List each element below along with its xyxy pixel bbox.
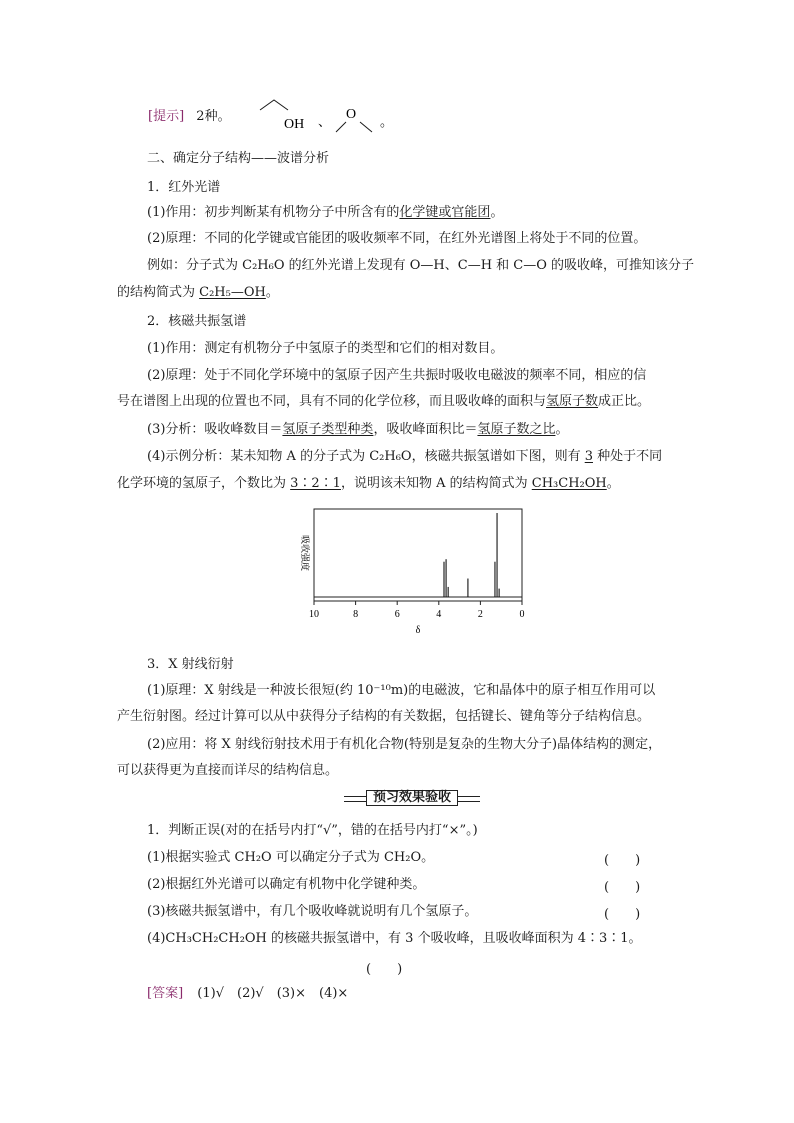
ether-right-bond [360, 122, 372, 132]
nmr-example2-mid: ，说明该未知物 A 的结构简式为 [340, 476, 532, 491]
answer-tag: [答案] [147, 986, 184, 1001]
xray-principle-l2: 产生衍射图。经过计算可以从中获得分子结构的有关数据，包括键长、键角等分子结构信息。 [117, 709, 651, 724]
quiz-item-2: (2)根据红外光谱可以确定有机物中化学键种类。 [147, 877, 426, 892]
x-ticks [309, 601, 525, 620]
quiz-item-1: (1)根据实验式 CH₂O 可以确定分子式为 CH₂O。 [147, 850, 435, 865]
nmr-principle-answer: 氢原子数 [546, 394, 599, 409]
x-tick-label: 4 [436, 609, 442, 620]
nmr-analysis-mid: ，吸收峰面积比＝ [373, 422, 478, 437]
xray-title: 3．X 射线衍射 [147, 657, 234, 672]
nmr-title: 2．核磁共振氢谱 [147, 314, 247, 329]
ir-role-answer: 化学键或官能团 [399, 205, 491, 220]
x-tick-label: 8 [353, 609, 359, 620]
ir-example-answer: C₂H₅—OH [199, 285, 266, 300]
answer-text: (1)√ (2)√ (3)× (4)× [197, 986, 349, 1001]
nmr-example-l2 [117, 475, 620, 493]
ir-role-text: (1)作用：初步判断某有机物分子中所含有的 [147, 205, 400, 220]
nmr-example-post: 种处于不同 [592, 449, 663, 464]
ethanol-bond-lines [260, 100, 288, 110]
nmr-role: (1)作用：测定有机物分子中氢原子的类型和它们的相对数目。 [147, 341, 504, 356]
nmr-principle-text: 号在谱图上出现的位置也不同，具有不同的化学位移，而且吸收峰的面积与 [117, 394, 547, 409]
y-axis-label: 吸收强度 [300, 535, 310, 572]
nmr-example-l1 [147, 448, 662, 466]
nmr-formula-answer: CH₃CH₂OH [531, 476, 607, 491]
ir-example-l1: 例如：分子式为 C₂H₆O 的红外光谱上发现有 O—H、C—H 和 C—O 的吸收峰，可推知该分子 [147, 258, 695, 273]
hint-structures [256, 96, 396, 136]
ir-role [147, 204, 503, 222]
ether-left-bond [336, 122, 346, 132]
chart-frame [314, 509, 522, 601]
nmr-example-text: (4)示例分析：某未知物 A 的分子式为 C₂H₆O，核磁共振氢谱如下图，则有 [147, 449, 585, 464]
hint-tag: [提示] [148, 109, 185, 124]
nmr-principle-l2 [117, 393, 650, 411]
x-tick-label: 10 [309, 609, 319, 620]
quiz-item-3: (3)核磁共振氢谱中，有几个吸收峰就说明有几个氢原子。 [147, 904, 478, 919]
nmr-analysis-end: 。 [555, 422, 569, 437]
xray-app-l1: (2)应用：将 X 射线衍射技术用于有机化合物(特别是复杂的生物大分子)晶体结构的测定， [147, 737, 662, 752]
nmr-example2-text: 化学环境的氢原子，个数比为 [117, 476, 291, 491]
nmr-principle-end: 成正比。 [598, 394, 651, 409]
ir-role-end: 。 [490, 205, 504, 220]
x-tick-label: 2 [477, 609, 483, 620]
nmr-spectrum-chart [288, 505, 538, 640]
answer-blank-1[interactable]: ( ) [604, 853, 641, 868]
peaks [444, 513, 499, 597]
nmr-ratio-answer: 3∶2∶1 [290, 476, 341, 491]
nmr-example-answer: 3 [584, 449, 593, 464]
section-title: 二、确定分子结构——波谱分析 [147, 151, 330, 166]
ethanol-oh-label: OH [284, 117, 305, 132]
nmr-example2-end: 。 [606, 476, 620, 491]
answer-blank-4[interactable]: ( ) [366, 962, 403, 977]
xray-principle-l1: (1)原理：X 射线是一种波长很短(约 10⁻¹⁰m)的电磁波，它和晶体中的原子相互作用可以 [147, 683, 656, 698]
nmr-analysis-text: (3)分析：吸收峰数目＝ [147, 422, 283, 437]
nmr-analysis [147, 421, 568, 439]
ir-example-end: 。 [265, 285, 279, 300]
ether-o-label: O [346, 107, 357, 122]
answer-line [147, 985, 348, 1003]
structure-separator: 、 [318, 114, 332, 129]
quiz-question: 1．判断正误(对的在括号内打“√”，错的在括号内打“×”。) [147, 823, 478, 838]
x-axis-label: δ [415, 625, 421, 636]
xray-app-l2: 可以获得更为直接而详尽的结构信息。 [117, 763, 339, 778]
x-tick-label: 0 [519, 609, 525, 620]
ir-principle: (2)原理：不同的化学键或官能团的吸收频率不同，在红外光谱图上将处于不同的位置。 [147, 231, 647, 246]
ir-example-text: 的结构简式为 [117, 285, 200, 300]
nmr-analysis-answer-1: 氢原子类型种类 [282, 422, 374, 437]
nmr-principle-l1: (2)原理：处于不同化学环境中的氢原子因产生共振时吸收电磁波的频率不同，相应的信 [147, 368, 647, 383]
banner-title: 预习效果验收 [366, 790, 458, 806]
ir-example-l2 [117, 284, 279, 302]
answer-blank-2[interactable]: ( ) [604, 880, 641, 895]
answer-blank-3[interactable]: ( ) [604, 907, 641, 922]
section-banner [344, 789, 480, 807]
hint-end: 。 [380, 114, 394, 129]
quiz-item-4: (4)CH₃CH₂CH₂OH 的核磁共振氢谱中，有 3 个吸收峰，且吸收峰面积为 4∶3∶1。 [147, 931, 642, 946]
hint-line [148, 108, 231, 126]
ir-title: 1．红外光谱 [147, 180, 221, 195]
hint-text: 2种。 [196, 109, 231, 124]
x-tick-label: 6 [394, 609, 400, 620]
nmr-analysis-answer-2: 氢原子数之比 [477, 422, 556, 437]
